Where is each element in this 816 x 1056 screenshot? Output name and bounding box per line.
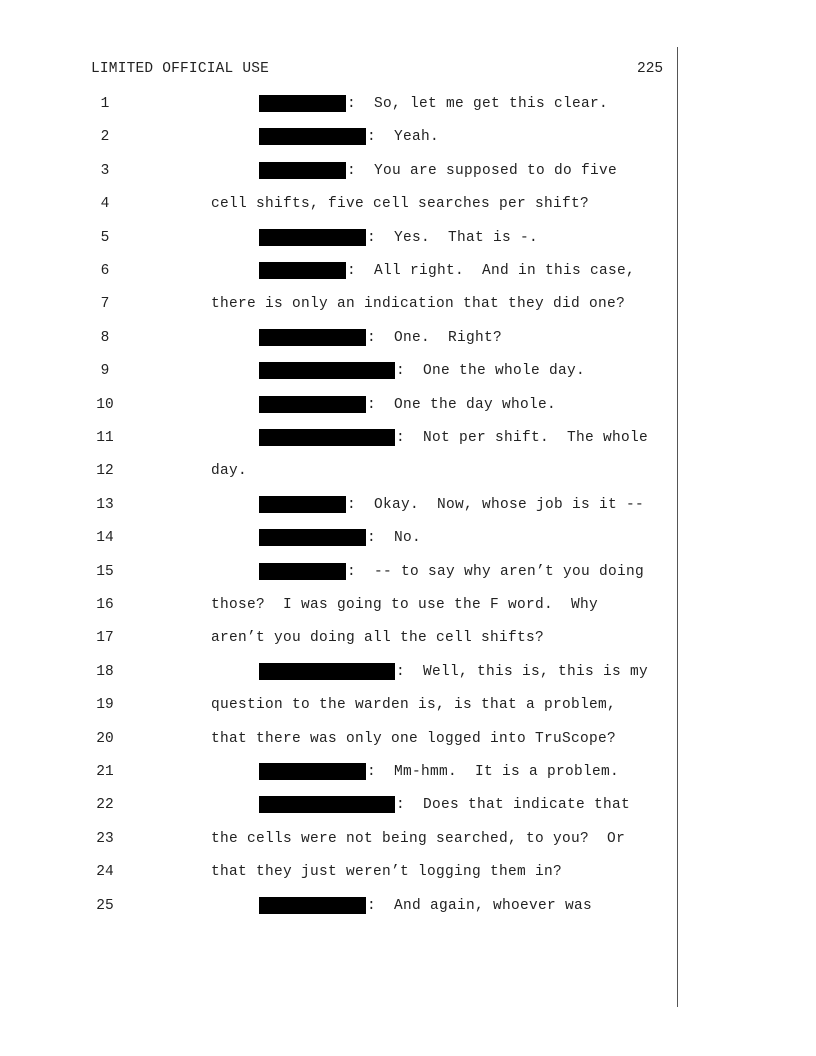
redaction-box	[259, 796, 395, 813]
redaction-box	[259, 95, 346, 112]
line-number: 19	[96, 697, 114, 713]
speaker-text: : Yes. That is -.	[367, 230, 539, 246]
line-number: 13	[96, 497, 114, 513]
speaker-text: : And again, whoever was	[367, 898, 593, 914]
line-number: 4	[100, 196, 110, 212]
speaker-text: : Does that indicate that	[396, 797, 631, 813]
speaker-text: : One. Right?	[367, 330, 503, 346]
redaction-box	[259, 262, 346, 279]
line-number: 3	[100, 163, 110, 179]
continuation-text: the cells were not being searched, to you? Or	[211, 831, 626, 847]
line-number: 10	[96, 397, 114, 413]
redaction-box	[259, 229, 366, 246]
transcript-line	[0, 493, 816, 517]
line-number: 21	[96, 764, 114, 780]
speaker-text: : No.	[367, 530, 422, 546]
speaker-text: : One the whole day.	[396, 363, 586, 379]
continuation-text: that they just weren’t logging them in?	[211, 864, 563, 880]
speaker-text: : -- to say why aren’t you doing	[347, 564, 645, 580]
line-number: 6	[100, 263, 110, 279]
transcript-line	[0, 192, 816, 216]
continuation-text: those? I was going to use the F word. Why	[211, 597, 599, 613]
line-number: 23	[96, 831, 114, 847]
speaker-text: : One the day whole.	[367, 397, 557, 413]
transcript-line	[0, 860, 816, 884]
line-number: 25	[96, 898, 114, 914]
redaction-box	[259, 496, 346, 513]
redaction-box	[259, 429, 395, 446]
line-number: 20	[96, 731, 114, 747]
redaction-box	[259, 763, 366, 780]
transcript-line	[0, 727, 816, 751]
redaction-box	[259, 563, 346, 580]
redaction-box	[259, 529, 366, 546]
speaker-text: : Not per shift. The whole	[396, 430, 649, 446]
transcript-line	[0, 593, 816, 617]
line-number: 2	[100, 129, 110, 145]
line-number: 8	[100, 330, 110, 346]
redaction-box	[259, 897, 366, 914]
transcript-line	[0, 560, 816, 584]
transcript-line	[0, 359, 816, 383]
transcript-line	[0, 760, 816, 784]
classification-header: LIMITED OFFICIAL USE	[91, 61, 270, 77]
line-number: 7	[100, 296, 110, 312]
transcript-line	[0, 894, 816, 918]
line-number: 1	[100, 96, 110, 112]
speaker-text: : All right. And in this case,	[347, 263, 636, 279]
redaction-box	[259, 663, 395, 680]
redaction-box	[259, 396, 366, 413]
line-number: 11	[96, 430, 114, 446]
transcript-line	[0, 827, 816, 851]
line-number: 17	[96, 630, 114, 646]
continuation-text: day.	[211, 463, 248, 479]
speaker-text: : Yeah.	[367, 129, 440, 145]
transcript-line	[0, 626, 816, 650]
speaker-text: : Okay. Now, whose job is it --	[347, 497, 645, 513]
transcript-line	[0, 426, 816, 450]
redaction-box	[259, 162, 346, 179]
continuation-text: question to the warden is, is that a problem,	[211, 697, 617, 713]
redaction-box	[259, 362, 395, 379]
speaker-text: : Mm-hmm. It is a problem.	[367, 764, 620, 780]
transcript-line	[0, 125, 816, 149]
redaction-box	[259, 128, 366, 145]
speaker-text: : So, let me get this clear.	[347, 96, 609, 112]
line-number: 16	[96, 597, 114, 613]
transcript-line	[0, 159, 816, 183]
transcript-line	[0, 793, 816, 817]
continuation-text: there is only an indication that they did one?	[211, 296, 626, 312]
continuation-text: that there was only one logged into TruScope?	[211, 731, 617, 747]
transcript-line	[0, 226, 816, 250]
transcript-line	[0, 92, 816, 116]
line-number: 14	[96, 530, 114, 546]
transcript-line	[0, 259, 816, 283]
continuation-text: aren’t you doing all the cell shifts?	[211, 630, 545, 646]
transcript-line	[0, 459, 816, 483]
transcript-line	[0, 693, 816, 717]
transcript-line	[0, 393, 816, 417]
redaction-box	[259, 329, 366, 346]
line-number: 18	[96, 664, 114, 680]
line-number: 15	[96, 564, 114, 580]
transcript-line	[0, 292, 816, 316]
continuation-text: cell shifts, five cell searches per shift?	[211, 196, 590, 212]
transcript-line	[0, 326, 816, 350]
line-number: 9	[100, 363, 110, 379]
line-number: 5	[100, 230, 110, 246]
page-number: 225	[637, 61, 664, 77]
line-number: 22	[96, 797, 114, 813]
transcript-line	[0, 526, 816, 550]
speaker-text: : You are supposed to do five	[347, 163, 618, 179]
speaker-text: : Well, this is, this is my	[396, 664, 649, 680]
line-number: 24	[96, 864, 114, 880]
line-number: 12	[96, 463, 114, 479]
transcript-line	[0, 660, 816, 684]
